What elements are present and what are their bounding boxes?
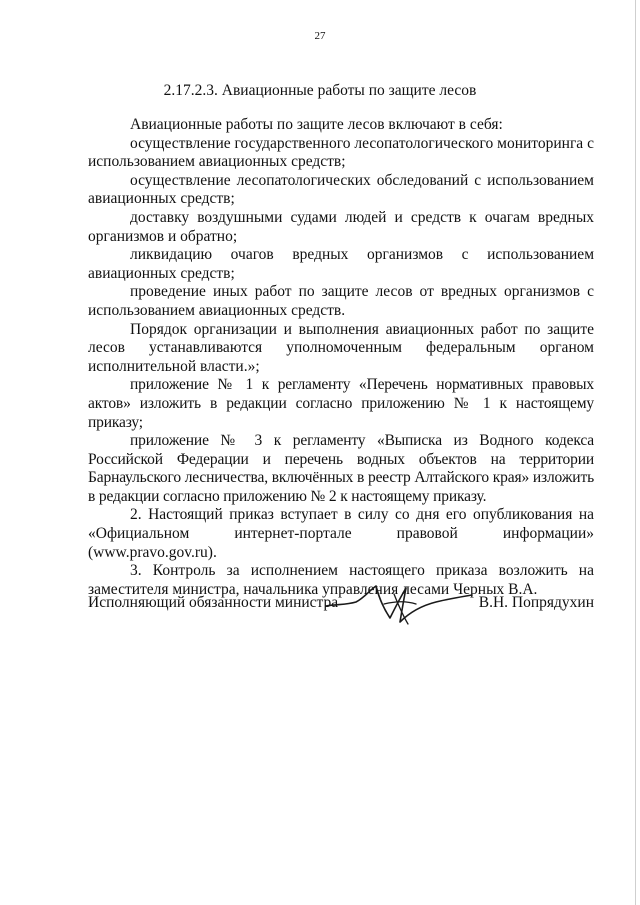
signatory-name: В.Н. Попрядухин [478, 594, 594, 611]
paragraph-control: 3. Контроль за исполнением настоящего приказа возложить на заместителя министра, начальника управления лесами Черных В.А. [88, 562, 594, 598]
paragraph-effective-date: 2. Настоящий приказ вступает в силу со дня его опубликования на «Официальном интернет-портале правовой информации» (www.pravo.gov.ru). [88, 506, 594, 561]
paragraph-intro: Авиационные работы по защите лесов включают в себя: [130, 116, 503, 133]
paragraph-elimination: ликвидацию очагов вредных организмов с использованием авиационных средств; [88, 246, 594, 282]
document-body [88, 116, 594, 599]
paragraph-procedure: Порядок организации и выполнения авиационных работ по защите лесов устанавливаются уполномоченным федеральным органом исполнительной власти.»; [88, 320, 594, 375]
handwritten-signature [324, 580, 474, 626]
paragraph-appendix-1: приложение № 1 к регламенту «Перечень нормативных правовых актов» изложить в редакции согласно приложению № 1 к настоящему приказу; [88, 376, 594, 431]
paragraph-appendix-3: приложение № 3 к регламенту «Выписка из Водного кодекса Российской Федерации и перечень водных объектов на территории Барнаульского лесничества, включённых в реестр Алтайского края» изложить в редакции согласно приложению № 2 к настоящему приказу. [88, 432, 594, 505]
page-edge-line [635, 0, 636, 905]
signatory-title: Исполняющий обязанности министра [88, 594, 339, 611]
paragraph-surveys: осуществление лесопатологических обследований с использованием авиационных средств; [88, 171, 594, 208]
section-heading: 2.17.2.3. Авиационные работы по защите лесов [163, 82, 477, 99]
page-number: 27 [314, 30, 326, 42]
signature-block [88, 586, 594, 626]
paragraph-delivery: доставку воздушными судами людей и средств к очагам вредных организмов и обратно; [88, 208, 594, 245]
paragraph-other-works: проведение иных работ по защите лесов от вредных организмов с использованием авиационных средств. [88, 283, 594, 319]
paragraph-monitoring: осуществление государственного лесопатологического мониторинга с использованием авиационных средств; [88, 134, 594, 171]
